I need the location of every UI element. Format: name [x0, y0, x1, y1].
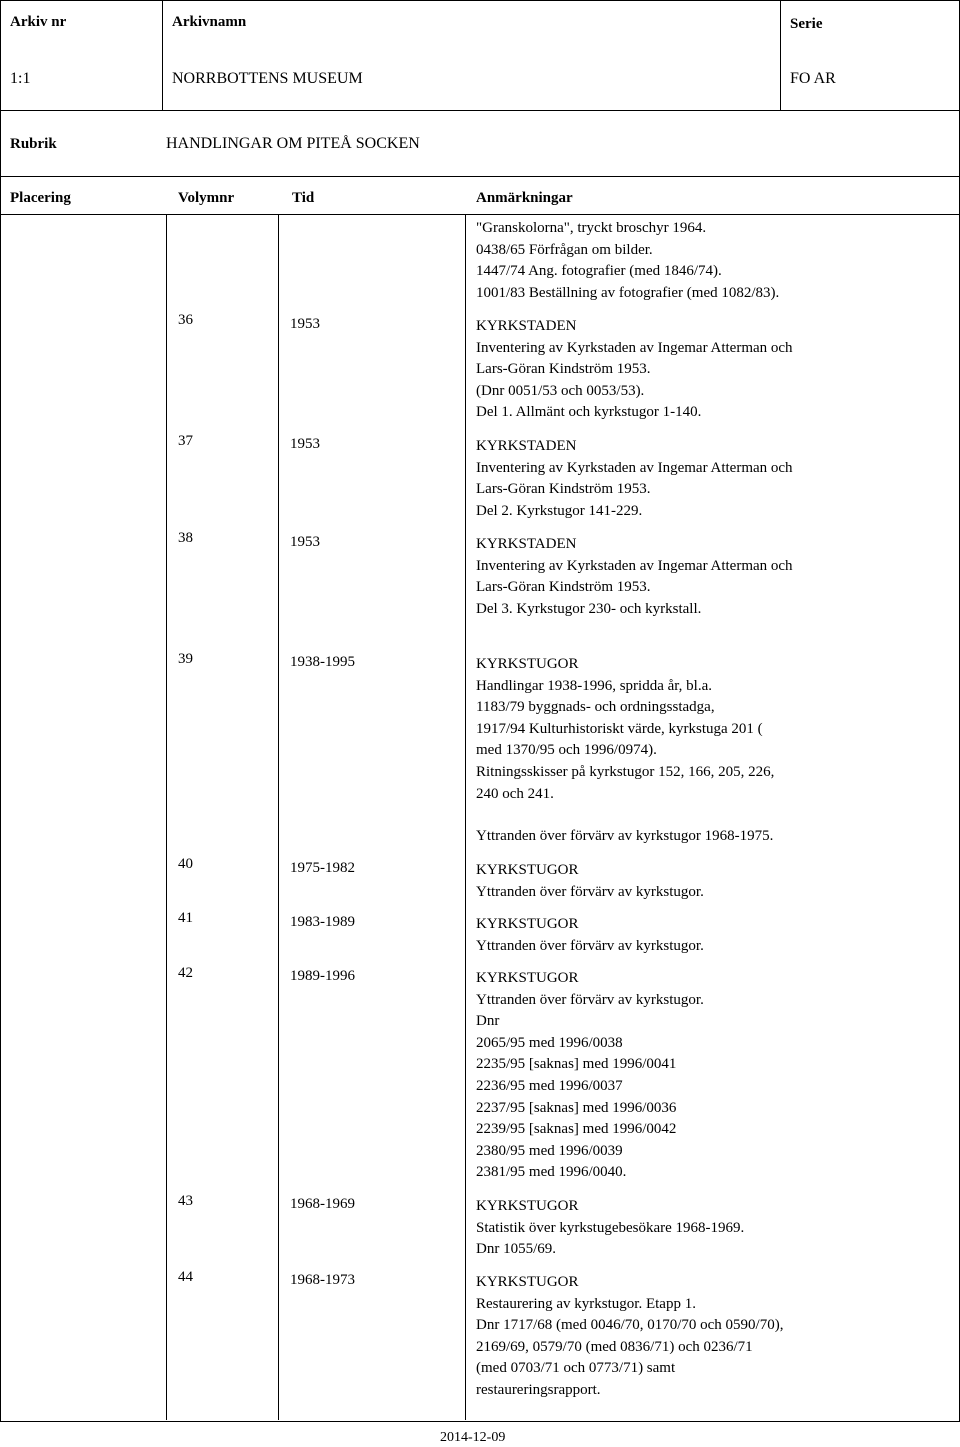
rubrik-value: HANDLINGAR OM PITEÅ SOCKEN [166, 135, 420, 152]
remark-line: KYRKSTUGOR [476, 916, 579, 932]
remark-line: 2380/95 med 1996/0039 [476, 1142, 623, 1159]
remark-line: 2237/95 [saknas] med 1996/0036 [476, 1099, 677, 1116]
entry-volymnr: 42 [178, 965, 193, 981]
remark-line: Yttranden över förvärv av kyrkstugor 1968-1975. [476, 828, 774, 844]
arkivnr-value: 1:1 [10, 70, 31, 87]
entry-volymnr: 44 [178, 1269, 193, 1285]
remark-line: 1183/79 byggnads- och ordningsstadga, [476, 699, 715, 716]
remark-line: 1001/83 Beställning av fotografier (med 1082/83). [476, 284, 780, 301]
remark-line: Dnr 1717/68 (med 0046/70, 0170/70 och 0590/70), [476, 1317, 784, 1334]
divider-rubrik [0, 176, 960, 177]
entry-remarks [476, 654, 774, 805]
entry-remarks [476, 1196, 744, 1261]
rubrik-label: Rubrik [10, 136, 57, 152]
entry-remarks [476, 436, 793, 522]
remark-line: KYRKSTUGOR [476, 656, 579, 672]
remark-line: KYRKSTUGOR [476, 970, 579, 986]
entry-remarks [476, 914, 704, 957]
entry-remarks [476, 860, 704, 903]
remark-line: KYRKSTADEN [476, 536, 577, 552]
remark-line: 2239/95 [saknas] med 1996/0042 [476, 1121, 677, 1138]
remark-line: Del 2. Kyrkstugor 141-229. [476, 502, 643, 519]
arkivnamn-label: Arkivnamn [172, 14, 247, 30]
remark-line: 240 och 241. [476, 785, 554, 802]
entry-volymnr: 38 [178, 530, 193, 546]
divider-header [0, 110, 960, 111]
divider-tid [465, 214, 466, 1420]
remark-line: Inventering av Kyrkstaden av Ingemar Atterman och [476, 339, 793, 356]
remark-line: Yttranden över förvärv av kyrkstugor. [476, 883, 704, 900]
remark-line: KYRKSTUGOR [476, 862, 579, 878]
remark-line: 2381/95 med 1996/0040. [476, 1164, 627, 1181]
arkivnamn-value: NORRBOTTENS MUSEUM [172, 70, 363, 87]
carryover-remarks [476, 218, 779, 304]
remark-line: restaureringsrapport. [476, 1381, 601, 1398]
entry-volymnr: 40 [178, 856, 193, 872]
remark-line: Handlingar 1938-1996, spridda år, bl.a. [476, 677, 713, 694]
remark-line: Statistik över kyrkstugebesökare 1968-1969. [476, 1219, 745, 1236]
entry-tid: 1989-1996 [290, 968, 355, 984]
remark-line: Dnr [476, 1013, 500, 1030]
serie-value: FO AR [790, 70, 836, 87]
remark-line: Lars-Göran Kindström 1953. [476, 481, 651, 498]
remark-line: (Dnr 0051/53 och 0053/53). [476, 382, 645, 399]
remark-line: Inventering av Kyrkstaden av Ingemar Atterman och [476, 459, 793, 476]
remark-line: (med 0703/71 och 0773/71) samt [476, 1360, 676, 1377]
divider-volymnr [278, 214, 279, 1420]
remark-line: 2236/95 med 1996/0037 [476, 1077, 623, 1094]
entry-remarks [476, 968, 704, 1184]
entry-volymnr: 39 [178, 651, 193, 667]
remark-line: KYRKSTUGOR [476, 1198, 579, 1214]
remark-line: KYRKSTADEN [476, 318, 577, 334]
col-placering: Placering [10, 190, 71, 206]
serie-label: Serie [790, 16, 823, 32]
col-volymnr: Volymnr [178, 190, 235, 206]
remark-line: med 1370/95 och 1996/0974). [476, 742, 657, 759]
remark-line: KYRKSTUGOR [476, 1274, 579, 1290]
divider-serie [780, 0, 781, 110]
entry-volymnr: 41 [178, 910, 193, 926]
remark-line: 1447/74 Ang. fotografier (med 1846/74). [476, 263, 722, 280]
entry-remarks [476, 1272, 783, 1402]
entry-volymnr: 37 [178, 433, 193, 449]
entry-remarks [476, 316, 793, 424]
remark-line: Lars-Göran Kindström 1953. [476, 579, 651, 596]
divider-columns [0, 214, 960, 215]
remark-line: Ritningsskisser på kyrkstugor 152, 166, 205, 226, [476, 763, 775, 780]
remark-line: 2169/69, 0579/70 (med 0836/71) och 0236/71 [476, 1338, 753, 1355]
remark-line: Del 3. Kyrkstugor 230- och kyrkstall. [476, 600, 702, 617]
col-anmarkningar: Anmärkningar [476, 190, 573, 206]
remark-line: Del 1. Allmänt och kyrkstugor 1-140. [476, 404, 702, 421]
entry-tid: 1953 [290, 534, 320, 550]
col-tid: Tid [292, 190, 315, 206]
entry-remarks [476, 826, 773, 848]
remark-line: 0438/65 Förfrågan om bilder. [476, 241, 653, 258]
entry-tid: 1953 [290, 316, 320, 332]
entry-volymnr: 43 [178, 1193, 193, 1209]
entry-tid: 1968-1969 [290, 1196, 355, 1212]
remark-line: Yttranden över förvärv av kyrkstugor. [476, 937, 704, 954]
entry-tid: 1975-1982 [290, 860, 355, 876]
remark-line: Dnr 1055/69. [476, 1241, 556, 1258]
remark-line: Yttranden över förvärv av kyrkstugor. [476, 991, 704, 1008]
remark-line: 2235/95 [saknas] med 1996/0041 [476, 1056, 677, 1073]
remark-line: "Granskolorna", tryckt broschyr 1964. [476, 220, 707, 236]
arkivnr-label: Arkiv nr [10, 14, 67, 30]
divider-placering [166, 214, 167, 1420]
remark-line: 2065/95 med 1996/0038 [476, 1034, 623, 1051]
divider-arkiv [162, 0, 163, 110]
entry-volymnr: 36 [178, 312, 193, 328]
entry-tid: 1953 [290, 436, 320, 452]
footer-date: 2014-12-09 [440, 1430, 506, 1445]
remark-line: Lars-Göran Kindström 1953. [476, 361, 651, 378]
remark-line: KYRKSTADEN [476, 438, 577, 454]
entry-tid: 1938-1995 [290, 654, 355, 670]
entry-tid: 1968-1973 [290, 1272, 355, 1288]
remark-line: Restaurering av kyrkstugor. Etapp 1. [476, 1295, 696, 1312]
remark-line: Inventering av Kyrkstaden av Ingemar Atterman och [476, 557, 793, 574]
remark-line: 1917/94 Kulturhistoriskt värde, kyrkstuga 201 ( [476, 720, 763, 737]
entry-remarks [476, 534, 793, 620]
entry-tid: 1983-1989 [290, 914, 355, 930]
